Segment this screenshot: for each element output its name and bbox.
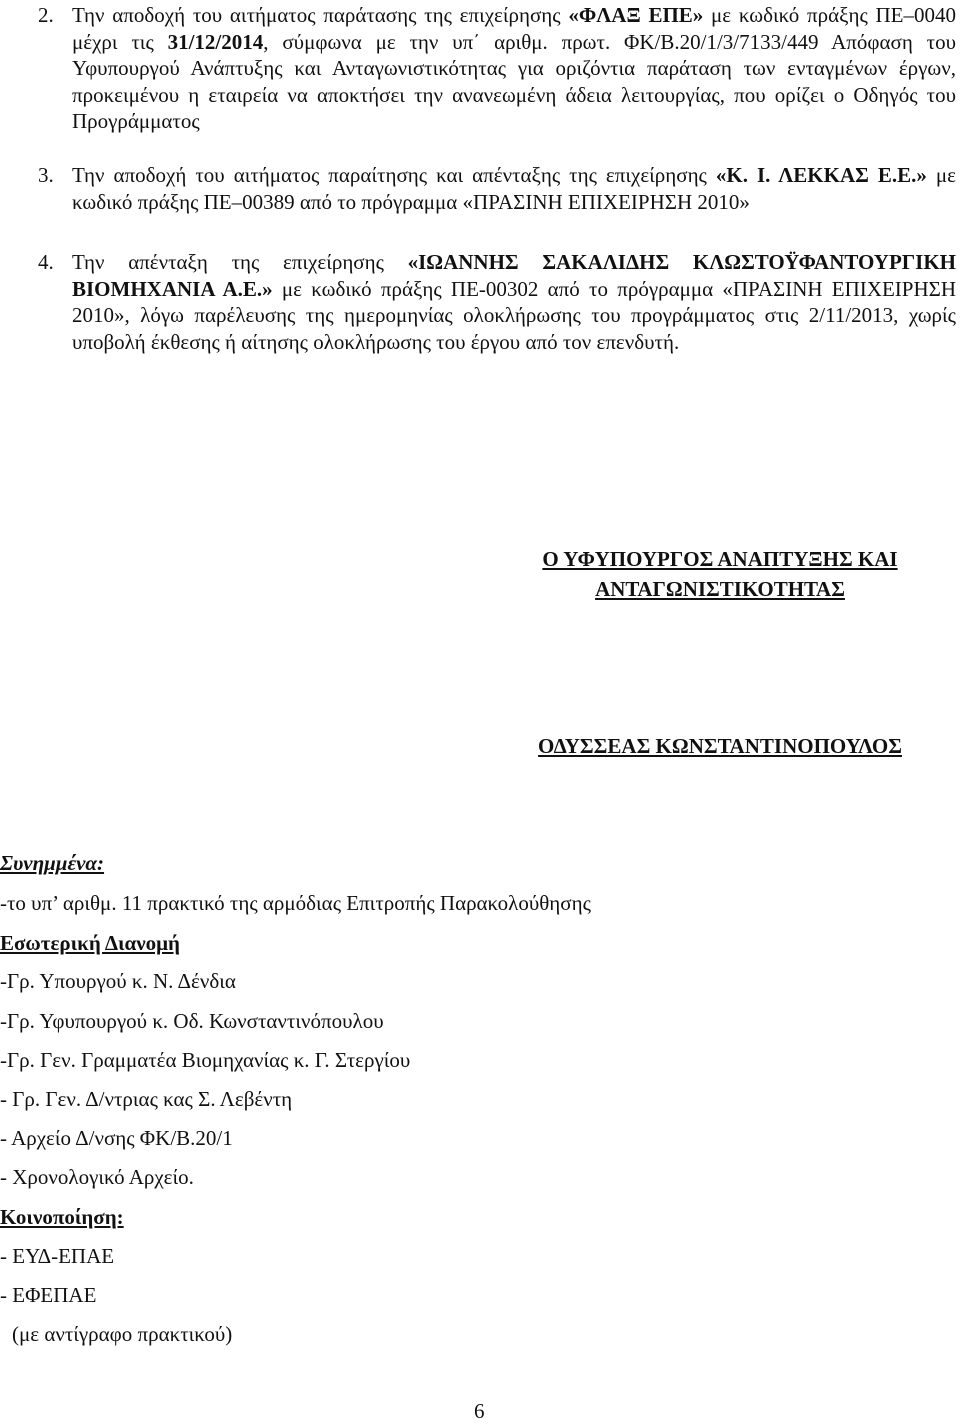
distribution-line: -Γρ. Υφυπουργού κ. Οδ. Κωνσταντινόπουλου: [0, 1009, 384, 1033]
list-item-2: [38, 2, 957, 133]
item-text: [72, 249, 956, 355]
item-number: 3.: [38, 163, 54, 187]
attachments-heading: Συνημμένα:: [0, 851, 105, 875]
attachment-line: -το υπ’ αριθμ. 11 πρακτικό της αρμόδιας Επιτροπής Παρακολούθησης: [0, 891, 591, 915]
list-item-3: [38, 162, 956, 218]
signatory-title-line1: Ο ΥΦΥΠΟΥΡΓΟΣ ΑΝΑΠΤΥΞΗΣ ΚΑΙ: [542, 547, 898, 571]
deadline-date: 31/12/2014: [167, 29, 264, 54]
signatory-name: ΟΔΥΣΣΕΑΣ ΚΩΝΣΤΑΝΤΙΝΟΠΟΥΛΟΣ: [538, 734, 902, 758]
distribution-line: -Γρ. Υπουργού κ. Ν. Δένδια: [0, 969, 236, 993]
distribution-line: - Γρ. Γεν. Δ/ντριας κας Σ. Λεβέντη: [0, 1087, 293, 1111]
item-text-segment: , σύμφωνα με την υπ΄ αριθμ. πρωτ. ΦΚ/Β.20/1/3/7133/449 Απόφαση του Υφυπουργού Ανάπτυξης και Ανταγωνιστικότητας για οριζόντια παράταση των ενταγμένων έργων, προκειμένου η εταιρεία να αποκτήσει την ανανεωμένη άδεια λειτουργίας, που ορίζει ο Οδηγός του Προγράμματος: [72, 29, 956, 133]
notification-line: - ΕΥΔ-ΕΠΑΕ: [0, 1244, 115, 1268]
internal-distribution-heading: Εσωτερική Διανομή: [0, 931, 180, 955]
item-text-segment: με κωδικό πράξης ΠΕ–00389 από το πρόγραμμα «ΠΡΑΣΙΝΗ ΕΠΙΧΕΙΡΗΣΗ 2010»: [72, 163, 956, 214]
item-number: 4.: [38, 250, 54, 274]
item-text: [72, 162, 956, 215]
notification-heading: Κοινοποίηση:: [0, 1205, 124, 1229]
notification-line: - ΕΦΕΠΑΕ: [0, 1283, 97, 1307]
distribution-line: -Γρ. Γεν. Γραμματέα Βιομηχανίας κ. Γ. Στεργίου: [0, 1048, 411, 1072]
company-name: «ΦΛΑΞ ΕΠΕ»: [568, 3, 704, 27]
signatory-title-line2: ΑΝΤΑΓΩΝΙΣΤΙΚΟΤΗΤΑΣ: [595, 577, 845, 601]
distribution-line: - Χρονολογικό Αρχείο.: [0, 1165, 194, 1189]
list-item-4: [38, 249, 956, 389]
company-name: «ΙΩΑΝΝΗΣ ΣΑΚΑΛΙΔΗΣ ΚΛΩΣΤΟΫΦΑΝΤΟΥΡΓΙΚΗ ΒΙΟΜΗΧΑΝΙΑ Α.Ε.»: [72, 250, 957, 301]
item-text-segment: Την απένταξη της επιχείρησης: [72, 250, 408, 274]
company-name: «Κ. Ι. ΛΕΚΚΑΣ Ε.Ε.»: [715, 163, 927, 187]
item-text: [72, 2, 956, 135]
distribution-line: - Αρχείο Δ/νσης ΦΚ/Β.20/1: [0, 1126, 233, 1150]
notification-line: (με αντίγραφο πρακτικού): [12, 1322, 233, 1346]
item-text-segment: με κωδικό πράξης ΠΕ–0040 μέχρι τις: [72, 3, 957, 54]
item-number: 2.: [38, 3, 54, 27]
item-text-segment: με κωδικό πράξης ΠΕ-00302 από το πρόγραμμα «ΠΡΑΣΙΝΗ ΕΠΙΧΕΙΡΗΣΗ 2010», λόγω παρέλευσης της ημερομηνίας ολοκλήρωσης του προγράμματος στις 2/11/2013, χωρίς υποβολή έκθεσης ή αίτησης ολοκλήρωσης του έργου από τον επενδυτή.: [72, 276, 957, 354]
item-text-segment: Την αποδοχή του αιτήματος παράτασης της επιχείρησης: [72, 3, 569, 27]
page-number: 6: [474, 1399, 485, 1423]
item-text-segment: Την αποδοχή του αιτήματος παραίτησης και απένταξης της επιχείρησης: [72, 163, 716, 187]
